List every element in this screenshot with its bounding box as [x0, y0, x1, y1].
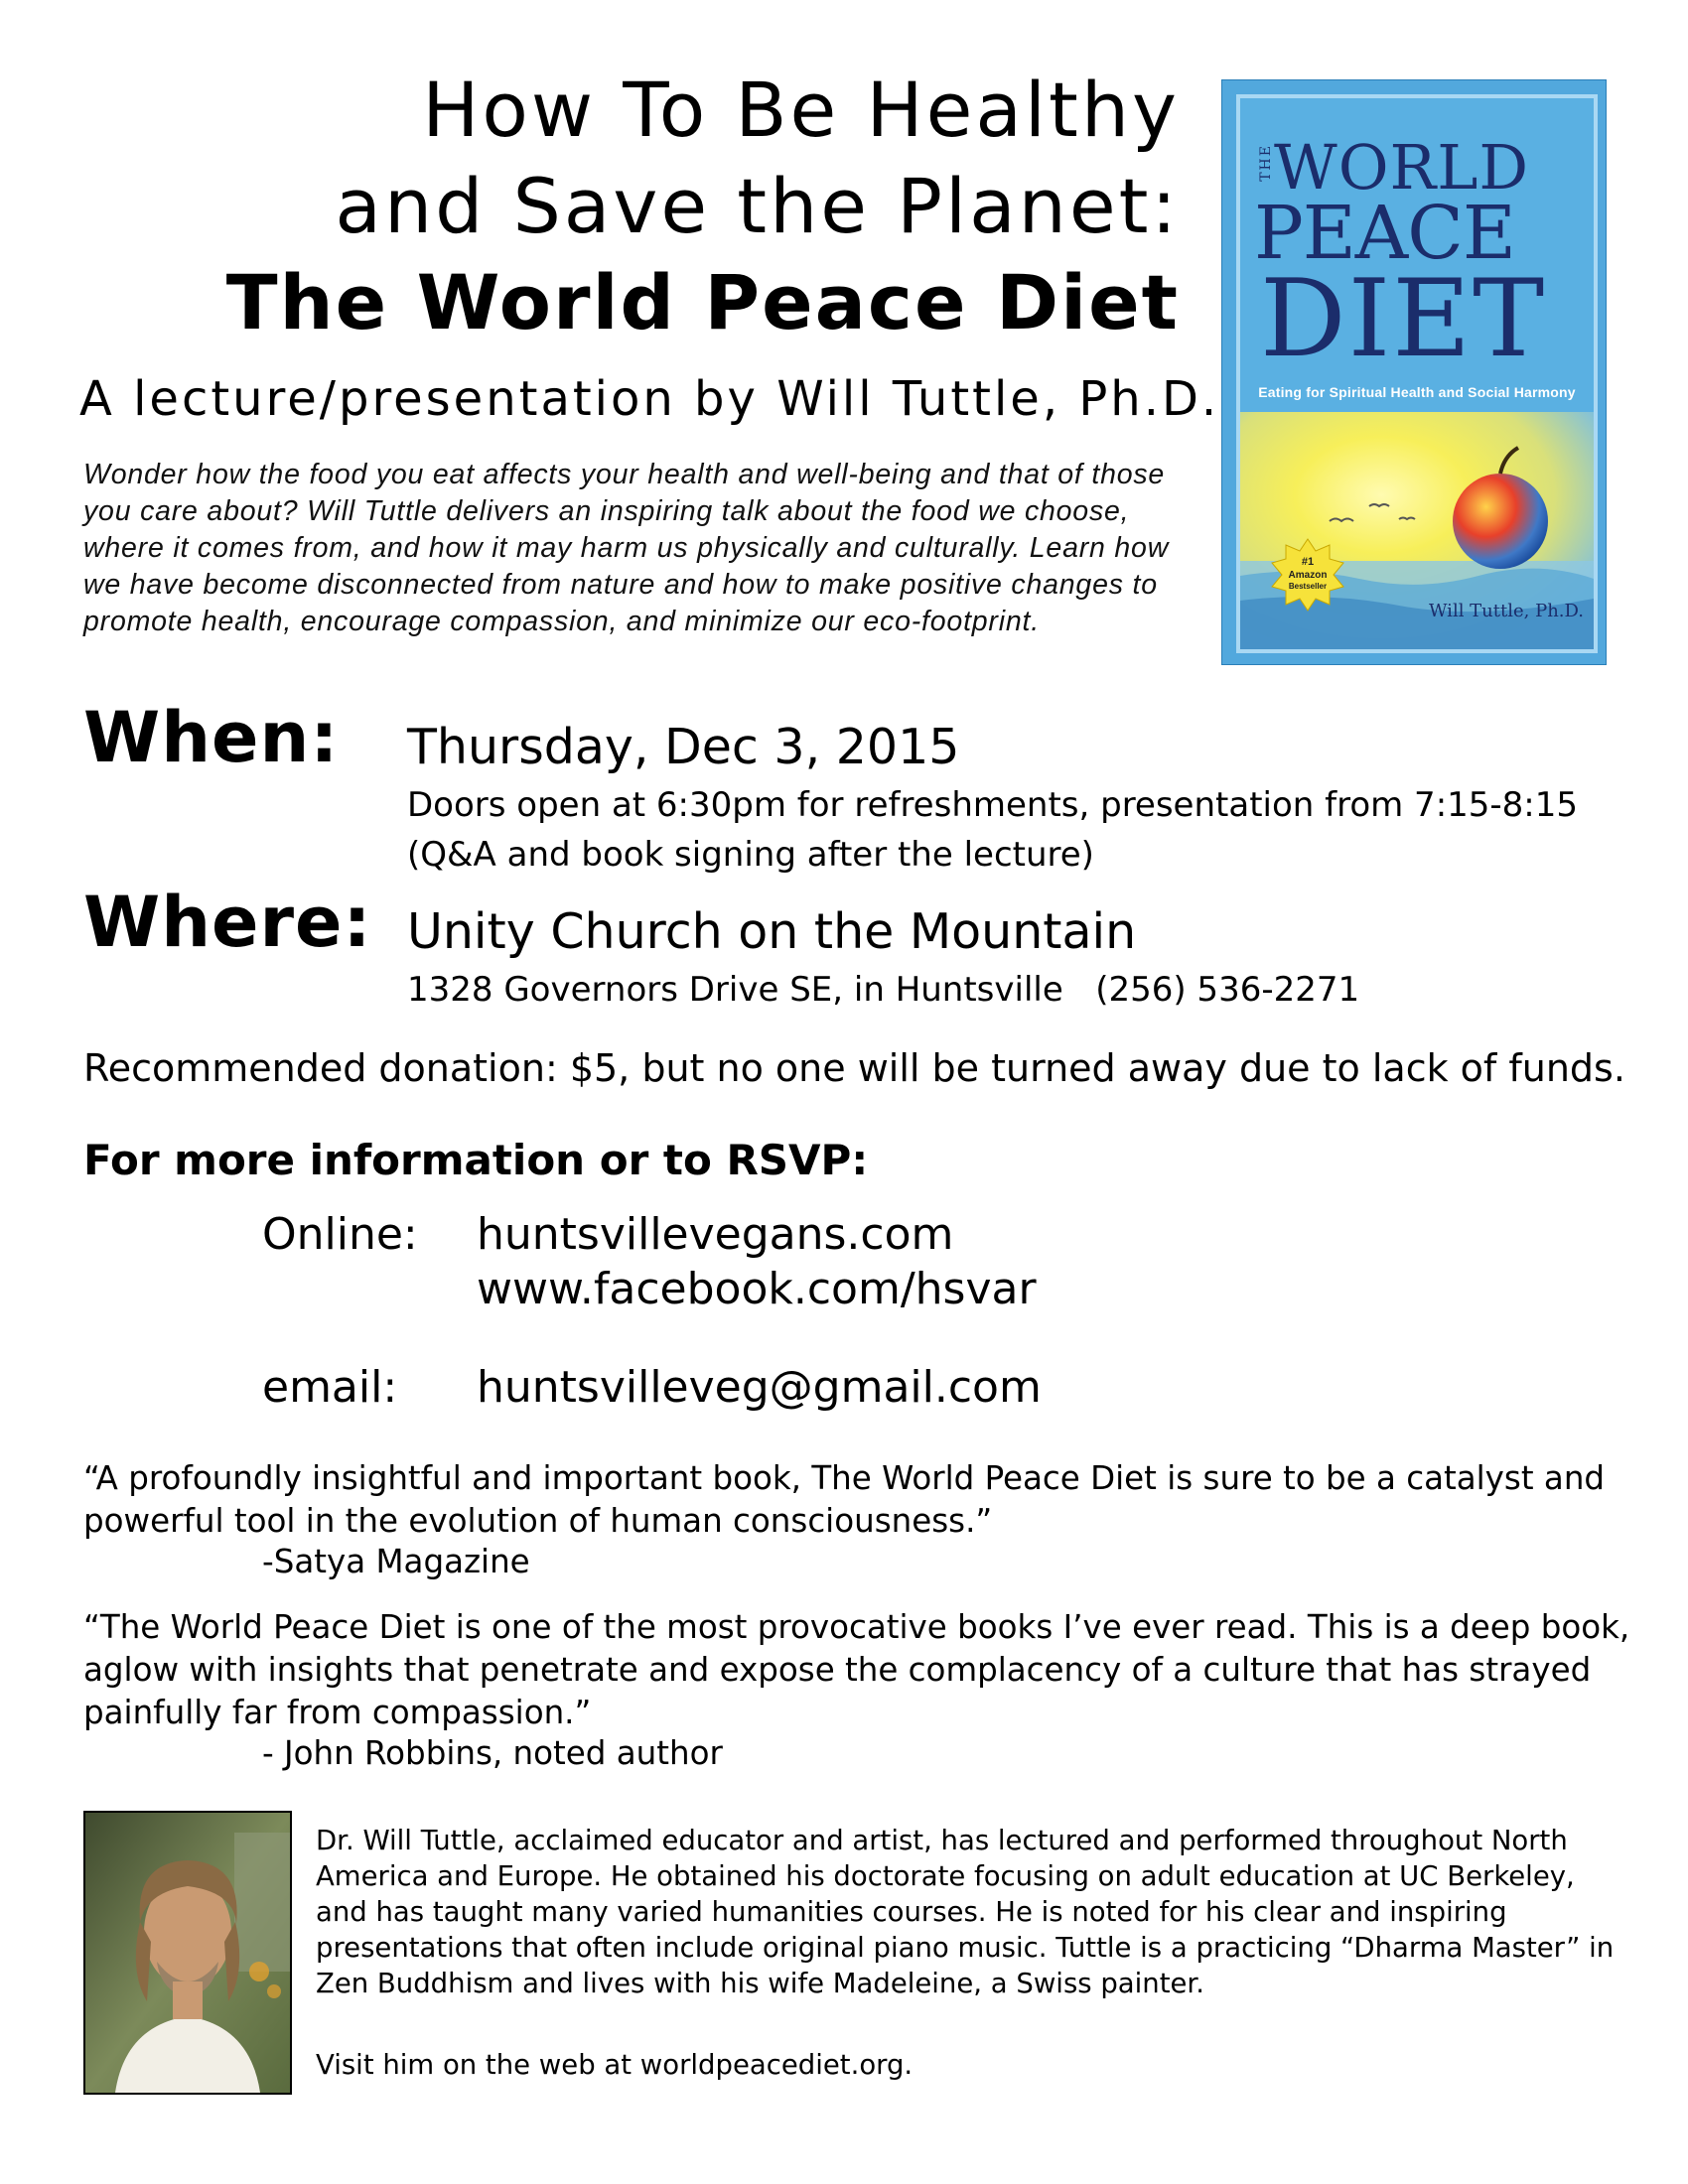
- event-date: Thursday, Dec 3, 2015: [407, 719, 960, 775]
- where-label: Where:: [83, 882, 372, 963]
- quote-2: “The World Peace Diet is one of the most provocative books I’ve ever read. This is a deep book, aglow with insights that penetrate and expose the complacency of a culture that has strayed painfully far from compassion.”: [83, 1608, 1630, 1731]
- event-qa-note: (Q&A and book signing after the lecture): [407, 835, 1094, 875]
- book-cover-word-peace: PEACE: [1254, 191, 1515, 276]
- author-bio: Dr. Will Tuttle, acclaimed educator and artist, has lectured and performed throughout North America and Europe. He obtained his doctorate focusing on adult education at UC Berkeley, and has taught many varied humanities courses. He is noted for his clear and inspiring presentations that often include original piano music. Tuttle is a practicing “Dharma Master” in Zen Buddhism and lives with his wife Madeleine, a Swiss painter.: [316, 1825, 1615, 1999]
- email-label: email:: [262, 1362, 398, 1413]
- badge-line-3: Bestseller: [1288, 582, 1328, 591]
- book-cover-word-world: WORLD: [1274, 131, 1530, 204]
- intro-paragraph: Wonder how the food you eat affects your health and well-being and that of those you care about? Will Tuttle delivers an inspiring talk about the food we choose, where it comes from, and how it may harm us physically and culturally. Learn how we have become disconnected from nature and how to make positive changes to promote health, encourage compassion, and minimize our eco-footprint.: [83, 459, 1170, 637]
- donation-note: Recommended donation: $5, but no one will be turned away due to lack of funds.: [83, 1046, 1625, 1090]
- facebook-link[interactable]: www.facebook.com/hsvar: [477, 1264, 1037, 1314]
- online-label: Online:: [262, 1209, 418, 1260]
- book-cover-frame: [1236, 94, 1598, 653]
- book-cover-author: Will Tuttle, Ph.D.: [1429, 601, 1585, 621]
- book-cover-word-diet: DIET: [1260, 257, 1547, 381]
- badge-line-1: #1: [1301, 556, 1315, 568]
- book-cover-the: THE: [1258, 144, 1274, 182]
- event-schedule: Doors open at 6:30pm for refreshments, presentation from 7:15-8:15: [407, 785, 1579, 825]
- venue-name: Unity Church on the Mountain: [407, 903, 1137, 960]
- author-photo: [83, 1811, 292, 2095]
- email-link[interactable]: huntsvilleveg@gmail.com: [477, 1362, 1042, 1413]
- info-heading: For more information or to RSVP:: [83, 1136, 869, 1184]
- bestseller-badge: [1270, 537, 1345, 613]
- title-line-1: How To Be Healthy: [422, 66, 1180, 154]
- author-portrait-image: [85, 1813, 290, 2093]
- website-link[interactable]: huntsvillevegans.com: [477, 1209, 954, 1260]
- quote-2-attribution: - John Robbins, noted author: [262, 1734, 723, 1772]
- quote-1-attribution: -Satya Magazine: [262, 1543, 530, 1580]
- title-line-3: The World Peace Diet: [225, 258, 1180, 346]
- flyer-title: [79, 62, 1180, 351]
- quote-1: “A profoundly insightful and important book, The World Peace Diet is sure to be a catalyst and powerful tool in the evolution of human consciousness.”: [83, 1459, 1606, 1540]
- lecture-subtitle: A lecture/presentation by Will Tuttle, Ph.D.: [79, 371, 1220, 427]
- book-cover-image: [1221, 79, 1607, 665]
- title-line-2: and Save the Planet:: [335, 162, 1180, 250]
- venue-address: 1328 Governors Drive SE, in Huntsville (256) 536-2271: [407, 970, 1360, 1010]
- badge-line-2: Amazon: [1288, 570, 1328, 581]
- when-label: When:: [83, 697, 340, 778]
- author-website-note: Visit him on the web at worldpeacediet.org.: [316, 2049, 914, 2081]
- book-cover-tagline: Eating for Spiritual Health and Social Harmony: [1258, 384, 1576, 400]
